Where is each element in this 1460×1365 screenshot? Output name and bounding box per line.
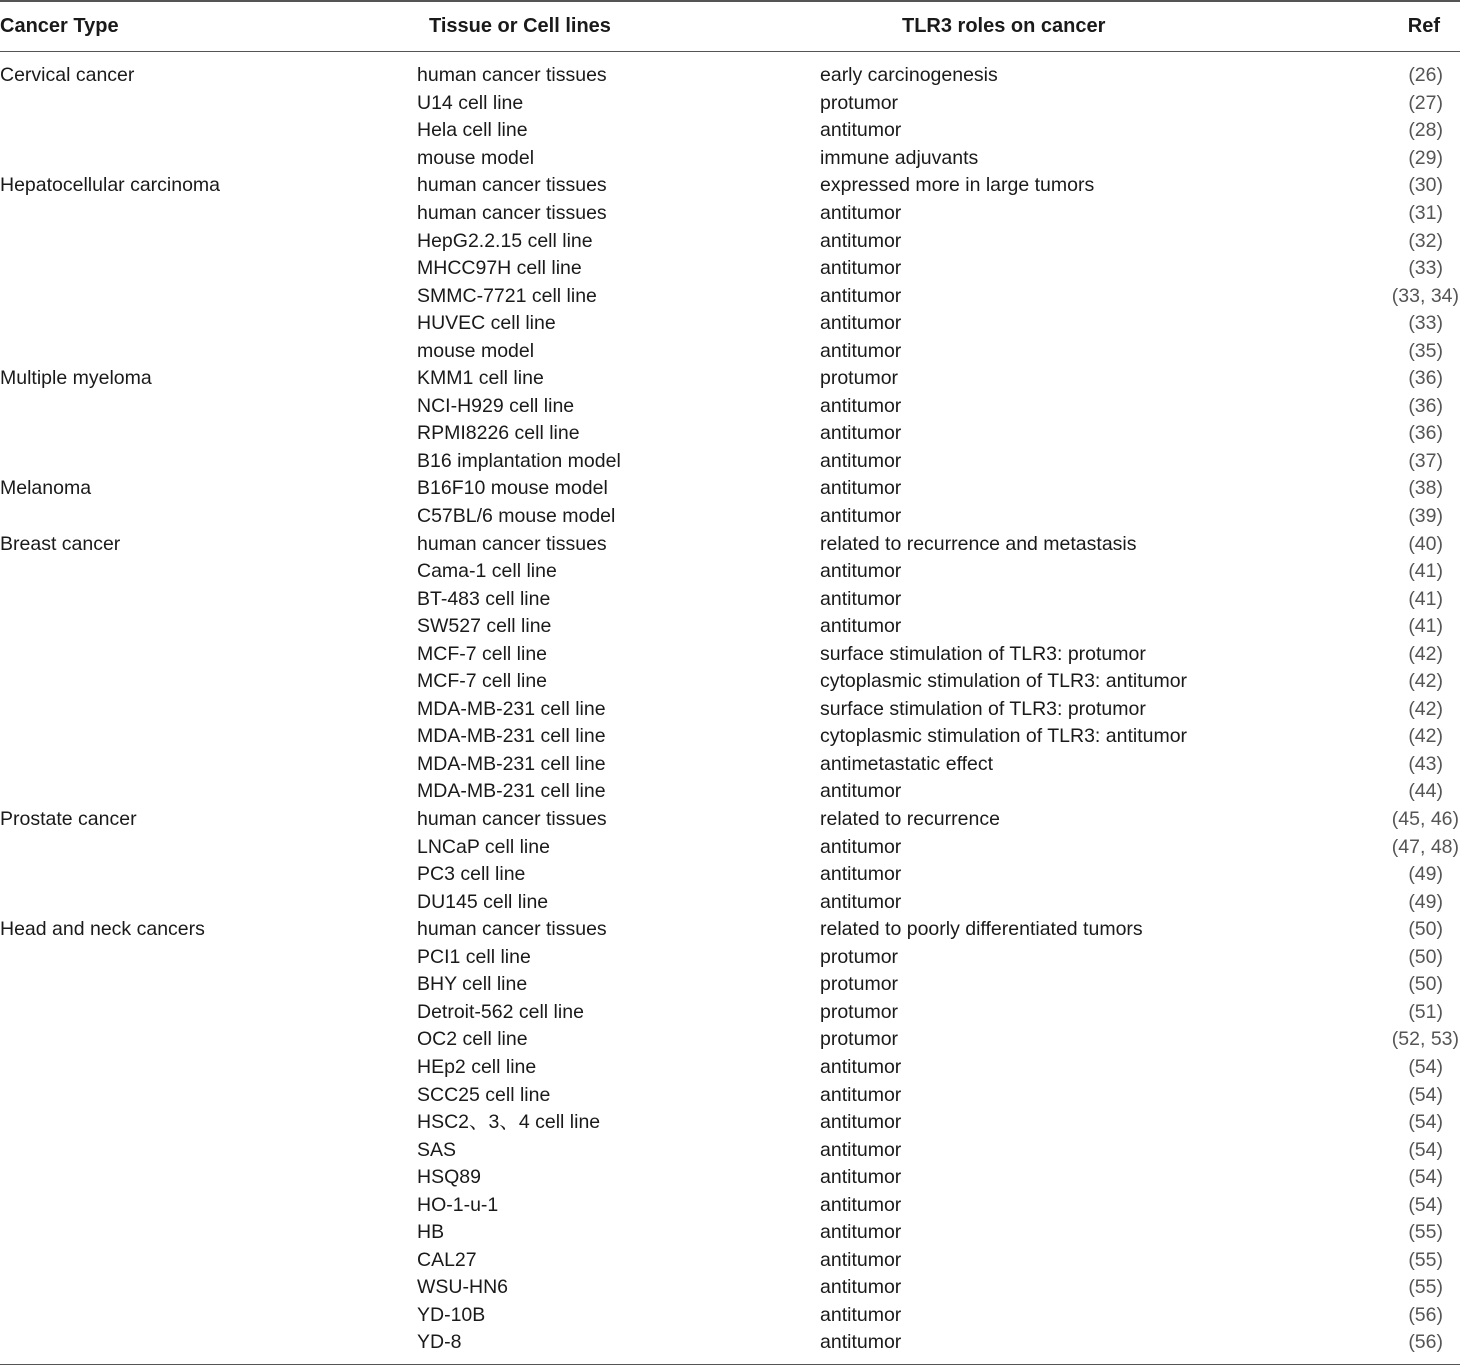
cancer-type-cell	[0, 1329, 417, 1365]
cancer-type-cell	[0, 557, 417, 585]
cancer-type-cell	[0, 254, 417, 282]
table-row	[0, 585, 1460, 613]
ref-cell: (37)	[1408, 449, 1443, 472]
cancer-type-cell	[0, 750, 417, 778]
ref-cell: (54)	[1408, 1138, 1443, 1161]
ref-cell: (41)	[1408, 560, 1443, 583]
tissue-cell: SW527 cell line	[417, 615, 552, 638]
table-row	[0, 640, 1460, 668]
ref-cell: (36)	[1408, 367, 1443, 390]
tissue-cell: HUVEC cell line	[417, 312, 556, 335]
cancer-type-cell	[0, 1108, 417, 1136]
tissue-cell: YD-8	[417, 1329, 820, 1365]
ref-cell: (43)	[1408, 752, 1443, 775]
table-row	[0, 668, 1460, 696]
role-cell: protumor	[820, 945, 899, 968]
cancer-type-cell	[0, 447, 417, 475]
ref-cell: (49)	[1408, 890, 1443, 913]
table-row	[0, 971, 1460, 999]
table-row	[0, 282, 1460, 310]
role-cell: antitumor	[820, 1303, 902, 1326]
role-cell: protumor	[820, 973, 899, 996]
cancer-type-cell	[0, 943, 417, 971]
tissue-cell: SCC25 cell line	[417, 1083, 551, 1106]
tissue-cell: Hela cell line	[417, 119, 528, 142]
tissue-cell: U14 cell line	[417, 91, 524, 114]
ref-cell: (49)	[1408, 863, 1443, 886]
tissue-cell: HSQ89	[417, 1166, 481, 1189]
cancer-type-cell	[0, 778, 417, 806]
ref-cell: (33)	[1408, 312, 1443, 335]
cancer-type-cell	[0, 1026, 417, 1054]
tissue-cell: MDA-MB-231 cell line	[417, 697, 606, 720]
role-cell: related to recurrence and metastasis	[820, 532, 1137, 555]
role-cell: antitumor	[820, 560, 902, 583]
cancer-type-cell	[0, 227, 417, 255]
tissue-cell: B16F10 mouse model	[417, 477, 608, 500]
table-row	[0, 1081, 1460, 1109]
header-tissue: Tissue or Cell lines	[417, 1, 820, 51]
table-row	[0, 199, 1460, 227]
role-cell: antitumor	[820, 780, 902, 803]
ref-cell: (55)	[1408, 1248, 1443, 1271]
table-row	[0, 475, 1460, 503]
role-cell: antitumor	[820, 1329, 1300, 1365]
tissue-cell: LNCaP cell line	[417, 835, 550, 858]
tissue-cell: human cancer tissues	[417, 174, 607, 197]
cancer-type-cell	[0, 199, 417, 227]
table-row	[0, 888, 1460, 916]
ref-cell: (39)	[1408, 505, 1443, 528]
table-row	[0, 254, 1460, 282]
role-cell: antitumor	[820, 202, 902, 224]
role-cell: antitumor	[820, 1083, 902, 1106]
tissue-cell: human cancer tissues	[417, 202, 607, 224]
ref-cell: (40)	[1408, 532, 1443, 555]
cancer-type-cell	[0, 117, 417, 145]
cancer-type-cell	[0, 640, 417, 668]
ref-cell: (42)	[1408, 725, 1443, 748]
cancer-type-cell: Head and neck cancers	[0, 918, 205, 941]
ref-cell: (36)	[1408, 422, 1443, 445]
tissue-cell: MCF-7 cell line	[417, 670, 548, 693]
table-row	[0, 420, 1460, 448]
table-row	[0, 860, 1460, 888]
ref-cell: (55)	[1408, 1276, 1443, 1299]
tissue-cell: HB	[417, 1221, 445, 1244]
ref-cell: (42)	[1408, 697, 1443, 720]
table-header	[0, 1, 1460, 51]
cancer-type-cell	[0, 1053, 417, 1081]
role-cell: immune adjuvants	[820, 146, 979, 169]
role-cell: early carcinogenesis	[820, 64, 998, 87]
tissue-cell: OC2 cell line	[417, 1028, 528, 1051]
cancer-type-cell	[0, 89, 417, 117]
role-cell: antitumor	[820, 1138, 902, 1161]
ref-cell: (45, 46)	[1391, 808, 1459, 831]
ref-cell: (38)	[1408, 477, 1443, 500]
role-cell: antitumor	[820, 422, 902, 445]
ref-cell: (41)	[1408, 615, 1443, 638]
role-cell: antitumor	[820, 449, 902, 472]
ref-cell: (47, 48)	[1391, 835, 1459, 858]
table-row	[0, 117, 1460, 145]
header-role: TLR3 roles on cancer	[820, 1, 1300, 51]
cancer-type-cell	[0, 337, 417, 365]
ref-cell: (35)	[1408, 339, 1443, 362]
cancer-type-cell	[0, 612, 417, 640]
role-cell: antitumor	[820, 1111, 902, 1134]
role-cell: antitumor	[820, 890, 902, 913]
tissue-cell: PC3 cell line	[417, 863, 526, 886]
role-cell: antitumor	[820, 257, 902, 280]
table-row	[0, 1274, 1460, 1302]
cancer-type-cell	[0, 585, 417, 613]
table-row	[0, 392, 1460, 420]
table-row	[0, 89, 1460, 117]
role-cell: protumor	[820, 1000, 899, 1023]
table-row	[0, 1218, 1460, 1246]
ref-cell: (54)	[1408, 1055, 1443, 1078]
cancer-type-cell	[0, 144, 417, 172]
cancer-type-cell	[0, 1218, 417, 1246]
tissue-cell: human cancer tissues	[417, 918, 607, 941]
cancer-type-cell	[0, 309, 417, 337]
cancer-type-cell	[0, 971, 417, 999]
role-cell: antimetastatic effect	[820, 752, 994, 775]
role-cell: related to poorly differentiated tumors	[820, 918, 1143, 941]
cancer-type-cell	[0, 420, 417, 448]
cancer-type-cell	[0, 1163, 417, 1191]
ref-cell: (33, 34)	[1391, 284, 1459, 307]
cancer-type-cell	[0, 860, 417, 888]
header-cancer-type: Cancer Type	[0, 1, 417, 51]
table-row	[0, 530, 1460, 558]
tissue-cell: MHCC97H cell line	[417, 257, 582, 280]
cancer-type-cell	[0, 282, 417, 310]
role-cell: protumor	[820, 91, 899, 114]
cancer-type-cell	[0, 668, 417, 696]
ref-cell: (36)	[1408, 394, 1443, 417]
ref-cell: (50)	[1408, 973, 1443, 996]
tissue-cell: C57BL/6 mouse model	[417, 505, 616, 528]
cancer-type-cell	[0, 998, 417, 1026]
cancer-type-cell	[0, 1274, 417, 1302]
table-row	[0, 750, 1460, 778]
role-cell: protumor	[820, 1028, 899, 1051]
tissue-cell: human cancer tissues	[417, 532, 607, 555]
tissue-cell: HSC2、3、4 cell line	[417, 1111, 601, 1134]
role-cell: antitumor	[820, 1248, 902, 1271]
tissue-cell: YD-10B	[417, 1303, 486, 1326]
ref-cell: (33)	[1408, 257, 1443, 280]
tissue-cell: HEp2 cell line	[417, 1055, 537, 1078]
tissue-cell: NCI-H929 cell line	[417, 394, 575, 417]
cancer-type-cell	[0, 1191, 417, 1219]
table-row	[0, 1136, 1460, 1164]
tissue-cell: RPMI8226 cell line	[417, 422, 580, 445]
ref-cell: (41)	[1408, 587, 1443, 610]
tissue-cell: HepG2.2.15 cell line	[417, 229, 593, 252]
table-row	[0, 998, 1460, 1026]
role-cell: antitumor	[820, 1055, 902, 1078]
tissue-cell: CAL27	[417, 1248, 477, 1271]
tissue-cell: BT-483 cell line	[417, 587, 551, 610]
table-row	[0, 227, 1460, 255]
ref-cell: (42)	[1408, 670, 1443, 693]
tissue-cell: MDA-MB-231 cell line	[417, 725, 606, 748]
tissue-cell: human cancer tissues	[417, 64, 607, 87]
ref-cell: (50)	[1408, 945, 1443, 968]
role-cell: antitumor	[820, 119, 902, 142]
cancer-type-cell	[0, 888, 417, 916]
role-cell: antitumor	[820, 394, 902, 417]
ref-cell: (51)	[1408, 1000, 1443, 1023]
table-row	[0, 51, 1460, 89]
table-row	[0, 1329, 1460, 1365]
header-row	[0, 1, 1460, 51]
cancer-type-cell: Breast cancer	[0, 532, 121, 555]
tissue-cell: Detroit-562 cell line	[417, 1000, 584, 1023]
ref-cell: (29)	[1408, 146, 1443, 169]
cancer-type-cell: Hepatocellular carcinoma	[0, 174, 221, 197]
table-row	[0, 915, 1460, 943]
ref-cell: (54)	[1408, 1083, 1443, 1106]
tissue-cell: KMM1 cell line	[417, 367, 544, 390]
ref-cell: (54)	[1408, 1111, 1443, 1134]
role-cell: antitumor	[820, 1276, 902, 1299]
table-row	[0, 144, 1460, 172]
cancer-type-cell: Cervical cancer	[0, 64, 135, 87]
tissue-cell: DU145 cell line	[417, 890, 549, 913]
table-row	[0, 447, 1460, 475]
table-row	[0, 1026, 1460, 1054]
role-cell: related to recurrence	[820, 808, 1000, 831]
tissue-cell: SMMC-7721 cell line	[417, 284, 597, 307]
role-cell: antitumor	[820, 863, 902, 886]
ref-cell: (52, 53)	[1391, 1028, 1459, 1051]
table-row	[0, 723, 1460, 751]
table-row	[0, 1191, 1460, 1219]
cancer-type-cell	[0, 1301, 417, 1329]
role-cell: surface stimulation of TLR3: protumor	[820, 697, 1146, 720]
table-row	[0, 557, 1460, 585]
tissue-cell: WSU-HN6	[417, 1276, 508, 1299]
role-cell: antitumor	[820, 312, 902, 335]
ref-cell: (27)	[1408, 91, 1443, 114]
cancer-type-cell: Melanoma	[0, 477, 92, 500]
cancer-type-cell	[0, 723, 417, 751]
role-cell: antitumor	[820, 615, 902, 638]
table-row	[0, 943, 1460, 971]
role-cell: antitumor	[820, 284, 902, 307]
ref-cell: (30)	[1408, 174, 1443, 197]
ref-cell: (32)	[1408, 229, 1443, 252]
ref-cell: (54)	[1408, 1193, 1443, 1216]
role-cell: antitumor	[820, 835, 902, 858]
tissue-cell: BHY cell line	[417, 973, 528, 996]
tissue-cell: MDA-MB-231 cell line	[417, 780, 606, 803]
table-row	[0, 1108, 1460, 1136]
cancer-type-cell	[0, 695, 417, 723]
table-row	[0, 805, 1460, 833]
tissue-cell: SAS	[417, 1138, 457, 1161]
role-cell: expressed more in large tumors	[820, 174, 1095, 197]
role-cell: antitumor	[820, 1221, 902, 1244]
role-cell: protumor	[820, 367, 899, 390]
table-row	[0, 172, 1460, 200]
role-cell: antitumor	[820, 587, 902, 610]
role-cell: antitumor	[820, 477, 902, 500]
cancer-type-cell	[0, 833, 417, 861]
role-cell: cytoplasmic stimulation of TLR3: antitumor	[820, 725, 1188, 748]
tissue-cell: mouse model	[417, 146, 535, 169]
cancer-type-cell: Prostate cancer	[0, 808, 137, 831]
ref-cell: (54)	[1408, 1166, 1443, 1189]
role-cell: antitumor	[820, 339, 902, 362]
role-cell: antitumor	[820, 1193, 902, 1216]
role-cell: surface stimulation of TLR3: protumor	[820, 642, 1146, 665]
ref-cell: (55)	[1408, 1221, 1443, 1244]
tissue-cell: HO-1-u-1	[417, 1193, 499, 1216]
tissue-cell: B16 implantation model	[417, 449, 621, 472]
tissue-cell: mouse model	[417, 339, 535, 362]
table-row	[0, 612, 1460, 640]
cancer-type-cell	[0, 1081, 417, 1109]
cancer-type-cell: Multiple myeloma	[0, 367, 152, 390]
ref-cell: (56)	[1408, 1303, 1443, 1326]
table-row	[0, 778, 1460, 806]
ref-cell: (26)	[1408, 64, 1443, 87]
table-row	[0, 1053, 1460, 1081]
ref-cell: (50)	[1408, 918, 1443, 941]
table-row	[0, 1246, 1460, 1274]
table-row	[0, 1301, 1460, 1329]
role-cell: antitumor	[820, 1166, 902, 1189]
tissue-cell: PCI1 cell line	[417, 945, 531, 968]
ref-cell: (28)	[1408, 119, 1443, 142]
table-row	[0, 833, 1460, 861]
table-row	[0, 337, 1460, 365]
header-ref: Ref	[1300, 1, 1460, 51]
ref-cell: (42)	[1408, 642, 1443, 665]
cancer-type-cell	[0, 392, 417, 420]
table-row	[0, 1163, 1460, 1191]
role-cell: cytoplasmic stimulation of TLR3: antitumor	[820, 670, 1188, 693]
cancer-type-cell	[0, 502, 417, 530]
role-cell: antitumor	[820, 229, 902, 252]
ref-cell: (44)	[1408, 780, 1443, 803]
table-row	[0, 695, 1460, 723]
table-row	[0, 309, 1460, 337]
role-cell: antitumor	[820, 505, 902, 528]
tissue-cell: human cancer tissues	[417, 808, 607, 831]
tissue-cell: MDA-MB-231 cell line	[417, 752, 606, 775]
tissue-cell: MCF-7 cell line	[417, 642, 548, 665]
ref-cell: (56)	[1300, 1329, 1460, 1365]
table-row	[0, 365, 1460, 393]
table-row	[0, 502, 1460, 530]
tissue-cell: Cama-1 cell line	[417, 560, 557, 583]
cancer-type-cell	[0, 1136, 417, 1164]
table-body	[0, 51, 1460, 1365]
cancer-type-cell	[0, 1246, 417, 1274]
ref-cell: (31)	[1408, 202, 1443, 224]
